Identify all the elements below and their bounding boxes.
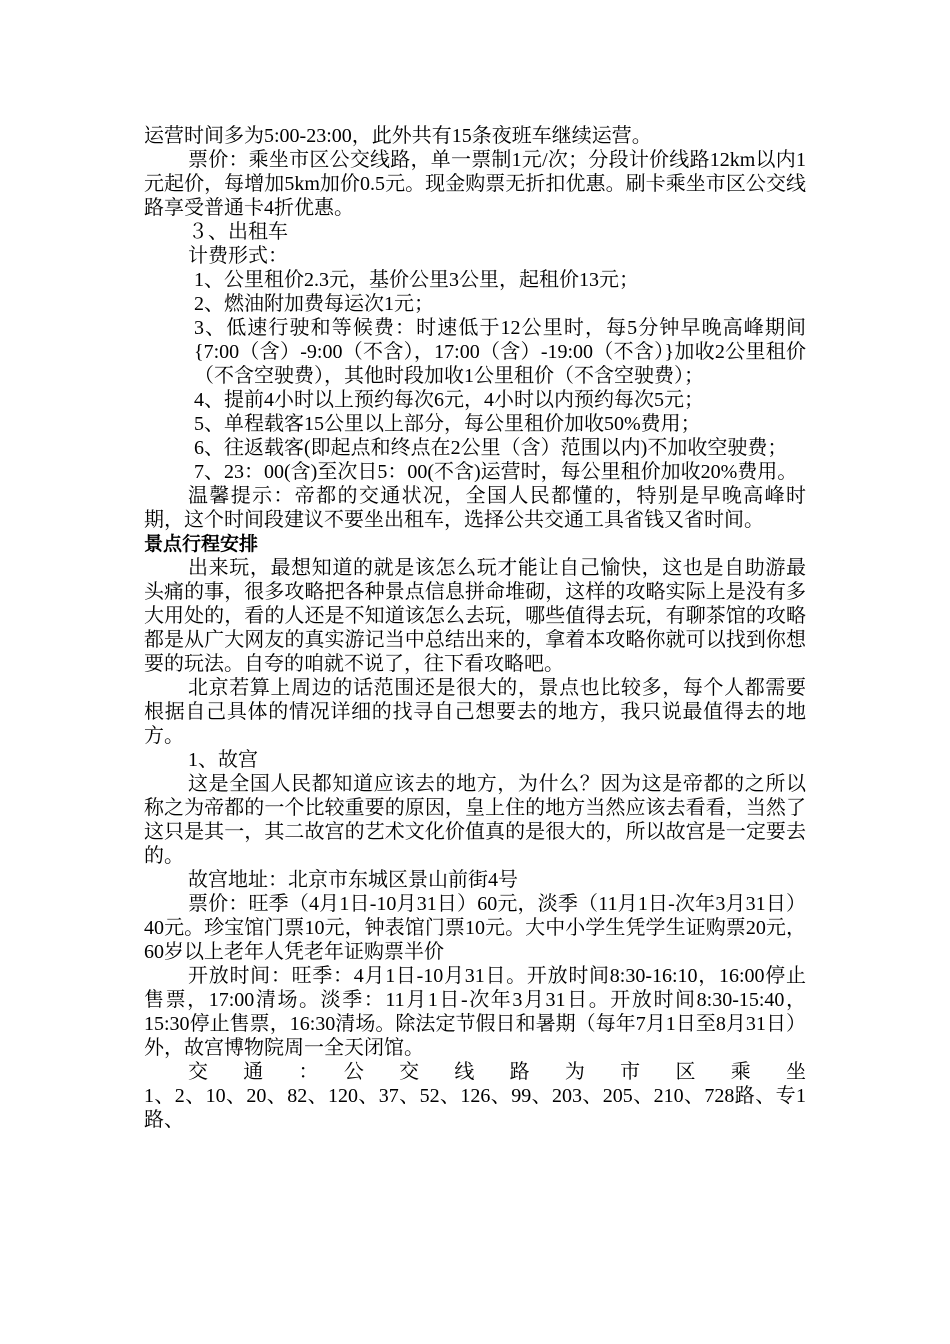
transport-paragraph: 交 通 ： 公 交 线 路 为 市 区 乘 坐 — [188, 1061, 806, 1083]
transport-lines: 1、2、10、20、82、120、37、52、126、99、203、205、210、728路、专1路、 — [144, 1085, 806, 1131]
tip-paragraph: 温馨提示：帝都的交通状况，全国人民都懂的，特别是早晚高峰时期，这个时间段建议不要坐出租车，选择公共交通工具省钱又省时间。 — [144, 485, 806, 531]
paragraph: 计费形式： — [188, 245, 288, 267]
section-title: ３、出租车 — [188, 221, 288, 243]
paragraph: 北京若算上周边的话范围还是很大的，景点也比较多，每个人都需要根据自己具体的情况详细的找寻自己想要去的地方，我只说最值得去的地方。 — [144, 677, 806, 747]
paragraph: 这是全国人民都知道应该去的地方，为什么？因为这是帝都的之所以称之为帝都的一个比较重要的原因，皇上住的地方当然应该去看看，当然了这只是其一，其二故宫的艺术文化价值真的是很大的，所以故宫是一定要去的。 — [144, 773, 806, 867]
list-item: 7、23：00(含)至次日5：00(不含)运营时，每公里租价加收20%费用。 — [194, 461, 798, 483]
list-item: 1、公里租价2.3元，基价公里3公里，起租价13元； — [194, 269, 639, 291]
list-item: 5、单程载客15公里以上部分，每公里租价加收50%费用； — [194, 413, 701, 435]
paragraph: 票价：乘坐市区公交线路，单一票制1元/次；分段计价线路12km以内1元起价，每增加5km加价0.5元。现金购票无折扣优惠。刷卡乘坐市区公交线路享受普通卡4折优惠。 — [144, 149, 806, 219]
paragraph: 运营时间多为5:00-23:00，此外共有15条夜班车继续运营。 — [144, 125, 652, 147]
section-heading: 景点行程安排 — [144, 533, 259, 555]
section-title: 1、故宫 — [188, 749, 258, 771]
document-body — [144, 124, 806, 1132]
list-item: 2、燃油附加费每运次1元； — [194, 293, 434, 315]
list-item: 3、低速行驶和等候费：时速低于12公里时，每5分钟早晚高峰期间{7:00（含）-9:00（不含），17:00（含）-19:00（不含）}加收2公里租价（不含空驶费），其他时段加收1公里租价（不含空驶费）； — [194, 317, 806, 387]
list-item: 4、提前4小时以上预约每次6元，4小时以内预约每次5元； — [194, 389, 704, 411]
hours-paragraph: 开放时间：旺季：4月1日-10月31日。开放时间8:30-16:10，16:00停止售票，17:00清场。淡季：11月1日-次年3月31日。开放时间8:30-15:40，15:30停止售票，16:30清场。除法定节假日和暑期（每年7月1日至8月31日）外，故宫博物院周一全天闭馆。 — [144, 965, 806, 1059]
address-paragraph: 故宫地址：北京市东城区景山前街4号 — [188, 869, 518, 891]
list-item: 6、往返载客(即起点和终点在2公里（含）范围以内)不加收空驶费； — [194, 437, 788, 459]
ticket-paragraph: 票价：旺季（4月1日-10月31日）60元，淡季（11月1日-次年3月31日）40元。珍宝馆门票10元，钟表馆门票10元。大中小学生凭学生证购票20元，60岁以上老年人凭老年证购票半价 — [144, 893, 806, 963]
paragraph: 出来玩，最想知道的就是该怎么玩才能让自己愉快，这也是自助游最头痛的事，很多攻略把各种景点信息拼命堆砌，这样的攻略实际上是没有多大用处的，看的人还是不知道该怎么去玩，哪些值得去玩，有聊茶馆的攻略都是从广大网友的真实游记当中总结出来的，拿着本攻略你就可以找到你想要的玩法。自夸的咱就不说了，往下看攻略吧。 — [144, 557, 806, 675]
